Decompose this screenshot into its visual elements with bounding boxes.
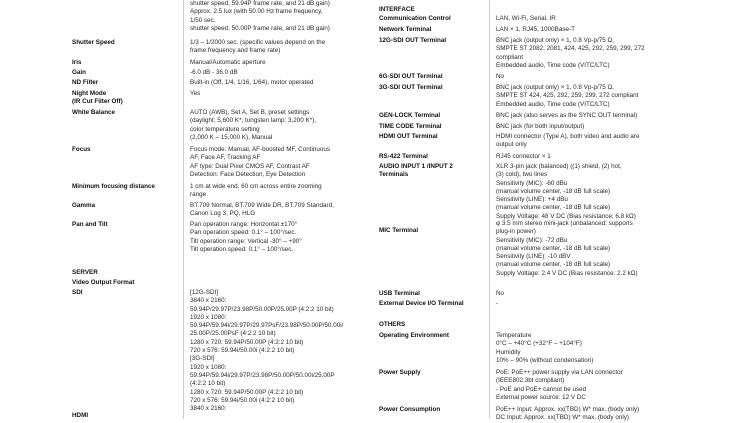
value-external-device-io: -: [496, 300, 499, 307]
value-usb-terminal: No: [496, 290, 505, 297]
label-nd-filter: ND Filter: [72, 79, 99, 86]
label-interface: INTERFACE: [379, 6, 415, 13]
label-focus: Focus: [72, 146, 91, 153]
label-audio-input: AUDIO INPUT 1 /INPUT 2 Terminals: [379, 163, 453, 179]
value-hdmi-out: HDMI connector (Type A), both video and audio are output only: [496, 133, 640, 149]
value-night-mode: Yes: [190, 90, 201, 97]
label-hdmi-out: HDMI OUT Terminal: [379, 133, 438, 140]
label-sdi: SDI: [72, 289, 83, 296]
value-6g-sdi-out: No: [496, 73, 505, 80]
label-shutter-speed: Shutter Speed: [72, 39, 115, 46]
label-gain: Gain: [72, 69, 86, 76]
label-night-mode: Night Mode (IR Cut Filter Off): [72, 90, 123, 106]
label-operating-environment: Operating Environment: [379, 332, 449, 339]
label-3g-sdi-out: 3G-SDI OUT Terminal: [379, 84, 443, 91]
right-column-divider: [489, 0, 490, 419]
value-time-code: BNC jack (for both input/output): [496, 123, 585, 130]
value-gain: -6.0 dB - 36.0 dB: [190, 69, 238, 76]
value-mic-terminal: φ 3.5 mm stereo mini-jack (unbalanced: supports plug-in power) Sensitivity (MIC): -72 dBu (manual volume center, -18 dB full scale) Sensitivity (LINE): -10 dBV (manual volume center, -18 dB full scale) Supply Voltage: 2.4 V DC (Bias resistance: 2.2 kΩ): [496, 220, 638, 277]
label-6g-sdi-out: 6G-SDI OUT Terminal: [379, 73, 443, 80]
value-gen-lock: BNC jack (also serves as the SYNC OUT terminal): [496, 112, 638, 119]
label-network-terminal: Network Terminal: [379, 26, 432, 33]
label-server: SERVER: [72, 269, 98, 276]
value-12g-sdi-out: BNC jack (output only) × 1, 0.8 Vp-p/75 Ω, SMPTE ST 2082, 2081, 424, 425, 292, 259, 299, 272 compliant Embedded audio, Time code (VITC/LTC): [496, 37, 645, 69]
label-min-focusing-distance: Minimum focusing distance: [72, 183, 155, 190]
value-gamma: BT.709 Normal, BT.709 Wide DR, BT.709 Standard, Canon Log 3, PQ, HLG: [190, 202, 334, 218]
value-power-supply: PoE: PoE++ power supply via LAN connector (IEEE802.3bt compliant) - PoE and PoE+ cannot be used External power source: 12 V DC: [496, 369, 623, 401]
label-iris: Iris: [72, 59, 82, 66]
label-pan-tilt: Pan and Tilt: [72, 221, 108, 228]
value-operating-environment: Temperature 0°C – +40°C (+32°F – +104°F) Humidity 10% – 90% (without condensation): [496, 332, 594, 364]
value-audio-input: XLR 3-pin jack (balanced) ((1) shield, (2) hot, (3) cold), two lines Sensitivity (MIC): -60 dBu (manual volume center, -18 dB full scale) Sensitivity (LINE): +4 dBu (manual volume center, -18 dB full scale) Supply Voltage: 48 V DC (Bias resistance: 6.8 kΩ): [496, 163, 636, 220]
value-pan-tilt: Pan operation range: Horizontal ±170° Pan operation speed: 0.1° – 100°/sec. Tilt operation range: Vertical -30° – +90° Tilt operation speed: 0.1° – 100°/sec.: [190, 221, 302, 253]
label-power-supply: Power Supply: [379, 369, 421, 376]
label-white-balance: White Balance: [72, 109, 116, 116]
label-external-device-io: External Device I/O Terminal: [379, 300, 464, 307]
value-network-terminal: LAN × 1, RJ45, 1000Base-T: [496, 26, 575, 33]
label-12g-sdi-out: 12G-SDI OUT Terminal: [379, 37, 447, 44]
value-iris: Manual/Automatic aperture: [190, 59, 266, 66]
label-video-output-format: Video Output Format: [72, 279, 135, 286]
label-mic-terminal: MIC Terminal: [379, 227, 419, 234]
label-usb-terminal: USB Terminal: [379, 290, 420, 297]
left-column-divider: [183, 0, 184, 419]
label-time-code: TIME CODE Terminal: [379, 123, 442, 130]
label-others: OTHERS: [379, 321, 406, 328]
value-3g-sdi-out: BNC jack (output only) × 1, 0.8 Vp-p/75 Ω, SMPTE ST 424, 425, 292, 259, 299, 272 compliant Embedded audio, Time code (VITC/LTC): [496, 84, 639, 108]
label-communication-control: Communication Control: [379, 15, 451, 22]
value-nd-filter: Built-in (Off, 1/4, 1/16, 1/64), motor operated: [190, 79, 314, 86]
value-rs422: RJ45 connector × 1: [496, 153, 551, 160]
label-gamma: Gamma: [72, 202, 96, 209]
value-power-consumption: PoE++ Input: Approx. xx(TBD) W* max. (body only) DC Input: Approx. xx(TBD) W* max. (body only): [496, 406, 640, 422]
label-gen-lock: GEN-LOCK Terminal: [379, 112, 441, 119]
value-white-balance: AUTO (AWB), Set A, Set B, preset settings (daylight: 5,600 K*, tungsten lamp: 3,200 K*), color temperature setting (2,000 K – 15,000 K), Manual: [190, 109, 317, 141]
value-min-focusing-distance: 1 cm at wide end, 60 cm across entire zooming range: [190, 183, 322, 199]
label-rs422: RS-422 Terminal: [379, 153, 428, 160]
label-hdmi: HDMI: [72, 412, 89, 419]
value-focus: Focus mode: Manual, AF-boosted MF, Continuous AF, Face AF, Tracking AF AF type: Dual Pixel CMOS AF, Contrast AF Detection: Face Detection, Eye Detection: [190, 146, 331, 178]
value-sdi: [12G-SDI] 3840 x 2160: 59.94P/29.97P/23.98P/50.00P/25.00P (4:2:2 10 bit) 1920 x 1080: 59.94P/59.94i/29.97P/29.97PsF/23.98P/50.00P/50.00i/ 25.00P/25.00PsF (4:2:2 10 bit) 1280 x 720: 59.94P/50.00P (4:2:2 10 bit) 720 x 576: 59.94i/50.00i (4:2:2 10 bit) [3G-SDI] 1920 x 1080: 59.94P/59.94i/29.97P/23.98P/50.00P/50.00i/25.00P (4:2:2 10 bit) 1280 x 720: 59.94P/50.00P (4:2:2 10 bit) 720 x 576: 59.94i/50.00i (4:2:2 10 bit) 3840 x 2160:: [190, 289, 344, 413]
value-communication-control: LAN, Wi-Fi, Serial, IR: [496, 15, 556, 22]
value-shutter-speed: 1/3 – 1/2000 sec. (specific values depend on the frame frequency and frame rate): [190, 39, 326, 55]
label-power-consumption: Power Consumption: [379, 406, 441, 413]
value-shutter-intro: shutter speed, 59.94P frame rate, and 21 dB gain) Approx. 2.5 lux (with 50.00 Hz frame frequency, 1/50 sec. shutter speed, 50.00P frame rate, and 21 dB gain): [190, 0, 330, 32]
